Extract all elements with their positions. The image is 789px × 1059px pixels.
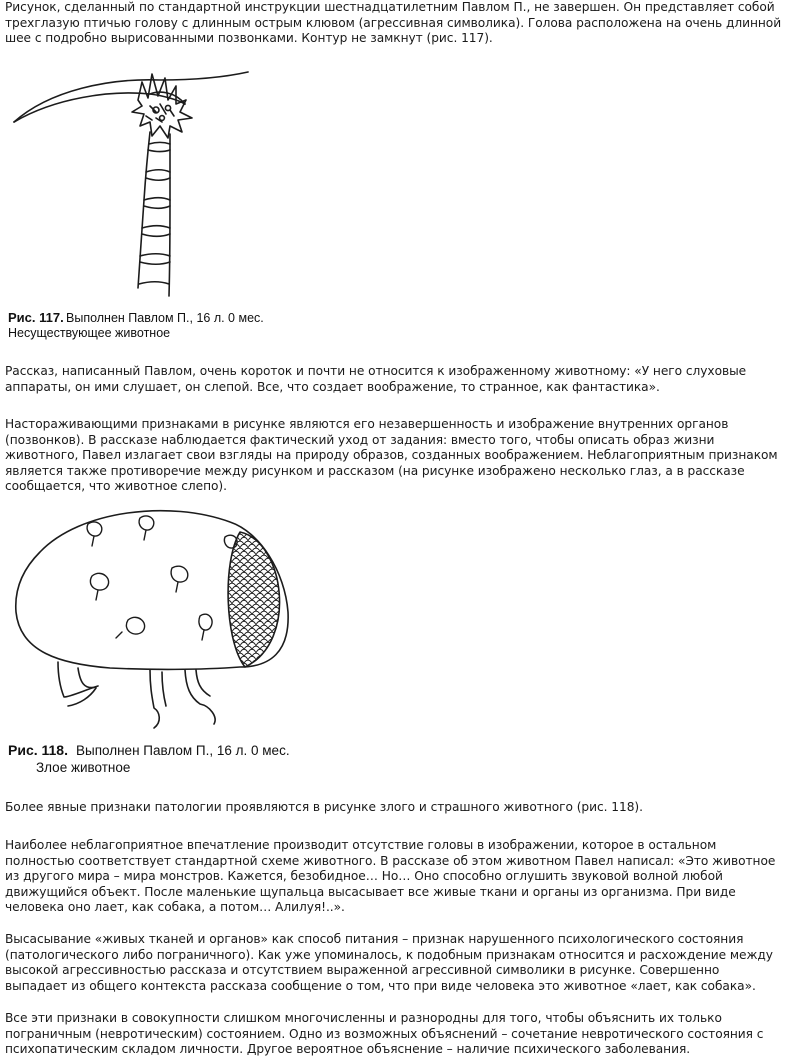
paragraph-intro: Рисунок, сделанный по стандартной инструкции шестнадцатилетним Павлом П., не завершен. Он представляет собой трехглазую птичью голову с длинным острым клювом (агрессивная символика). Голова расположена на очень длинной шее с подробно вырисованными позвонками. Контур не замкнут (рис. 117). bbox=[5, 0, 782, 45]
paragraph-pathology-signs: Более явные признаки патологии проявляются в рисунке злого и страшного животного (рис. 118). bbox=[5, 800, 643, 814]
figure-117-caption-line2: Несуществующее животное bbox=[8, 326, 171, 340]
figure-118-caption-line2: Злое животное bbox=[36, 760, 131, 775]
figure-117-drawing bbox=[0, 60, 270, 340]
figure-117-caption-number: Рис. 117. bbox=[8, 310, 64, 325]
figure-118 bbox=[0, 492, 320, 782]
figure-118-drawing bbox=[0, 492, 320, 782]
paragraph-story: Рассказ, написанный Павлом, очень короток и почти не относится к изображенному животному: «У него слуховые аппараты, он ими слушает, он слепой. Все, что создает воображение, то странное, как фантастика». bbox=[5, 364, 747, 394]
figure-118-caption-number: Рис. 118. bbox=[8, 742, 68, 758]
figure-117-caption-line1: Выполнен Павлом П., 16 л. 0 мес. bbox=[66, 311, 264, 325]
paragraph-conclusion: Все эти признаки в совокупности слишком многочисленны и разнородны для того, чтобы объяснить их только пограничным (невротическим) состоянием. Одно из возможных объяснений – сочетание невротического состояния с психопатическим складом личности. Другое вероятное объяснение – наличие психического заболевания. bbox=[5, 1011, 764, 1056]
paragraph-warning-signs: Настораживающими признаками в рисунке являются его незавершенность и изображение внутренних органов (позвонков). В рассказе наблюдается фактический уход от задания: вместо того, чтобы описать образ жизни животного, Павел излагает свои взгляды на природу образов, созданных воображением. Неблагоприятным признаком является также противоречие между рисунком и рассказом (на рисунке изображено несколько глаз, а в рассказе сообщается, что животное слепо). bbox=[5, 417, 778, 493]
figure-117 bbox=[0, 60, 270, 340]
figure-118-caption-line1: Выполнен Павлом П., 16 л. 0 мес. bbox=[76, 743, 290, 758]
paragraph-sucking: Высасывание «живых тканей и органов» как способ питания – признак нарушенного психологического состояния (патологического либо пограничного). Как уже упоминалось, к подобным признакам относится и расхождение между высокой агрессивностью рассказа и отсутствием выраженной агрессивной символики в рисунке. Совершенно выпадает из общего контекста рассказа сообщение о том, что при виде человека это животное «лает, как собака». bbox=[5, 932, 773, 993]
paragraph-headless: Наиболее неблагоприятное впечатление производит отсутствие головы в изображении, которое в остальном полностью соответствует стандартной схеме животного. В рассказе об этом животном Павел написал: «Это животное из другого мира – мира монстров. Кажется, безобидное… Но… Оно способно оглушить звуковой волной любой движущийся объект. После маленькие щупальца высасывает все живые ткани и органы из организма. При виде человека оно лает, как собака, а потом… Алилуя!..». bbox=[5, 838, 776, 914]
